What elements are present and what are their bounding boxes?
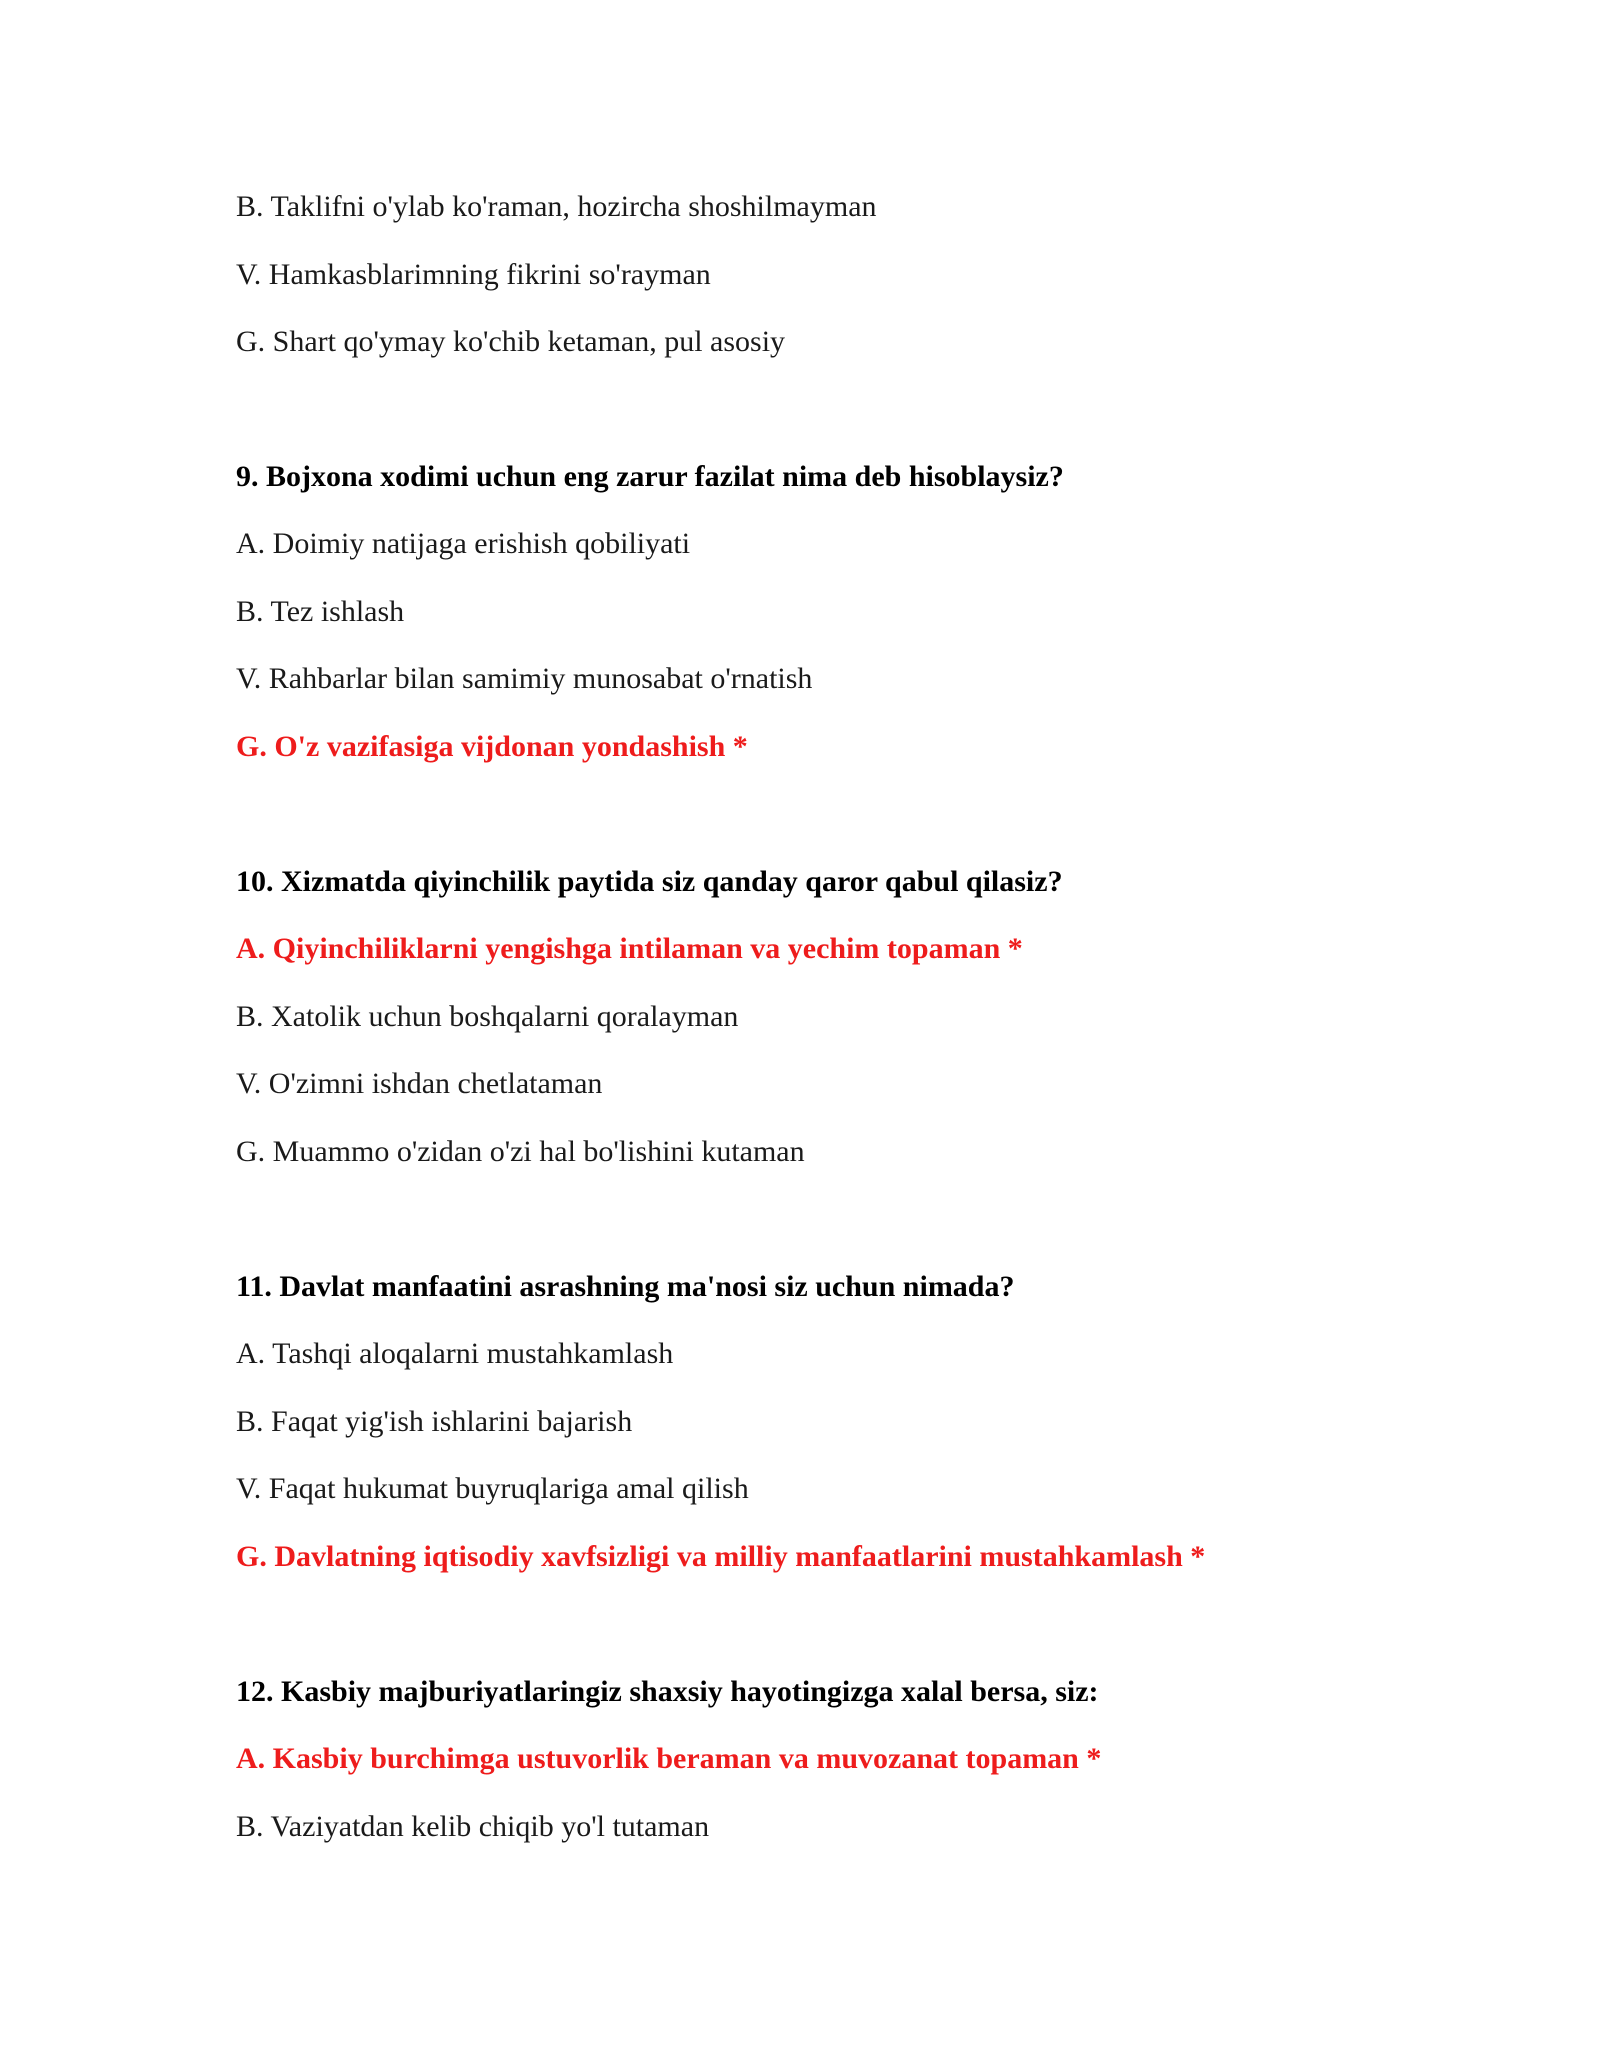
option-8-g: G. Shart qo'ymay ko'chib ketaman, pul asosiy bbox=[236, 325, 786, 358]
question-9: 9. Bojxona xodimi uchun eng zarur fazilat nima deb hisoblaysiz? bbox=[236, 460, 1064, 493]
option-8-v: V. Hamkasblarimning fikrini so'rayman bbox=[236, 258, 711, 291]
question-10: 10. Xizmatda qiyinchilik paytida siz qanday qaror qabul qilasiz? bbox=[236, 865, 1063, 898]
option-10-b: B. Xatolik uchun boshqalarni qoralayman bbox=[236, 1000, 739, 1033]
option-8-b: B. Taklifni o'ylab ko'raman, hozircha shoshilmayman bbox=[236, 190, 877, 223]
question-11: 11. Davlat manfaatini asrashning ma'nosi siz uchun nimada? bbox=[236, 1270, 1015, 1303]
option-9-a: A. Doimiy natijaga erishish qobiliyati bbox=[236, 527, 691, 560]
option-11-a: A. Tashqi aloqalarni mustahkamlash bbox=[236, 1337, 674, 1370]
option-12-a-correct: A. Kasbiy burchimga ustuvorlik beraman va muvozanat topaman * bbox=[236, 1742, 1102, 1775]
option-9-v: V. Rahbarlar bilan samimiy munosabat o'rnatish bbox=[236, 662, 813, 695]
option-12-b: B. Vaziyatdan kelib chiqib yo'l tutaman bbox=[236, 1810, 710, 1843]
option-11-b: B. Faqat yig'ish ishlarini bajarish bbox=[236, 1405, 633, 1438]
option-11-v: V. Faqat hukumat buyruqlariga amal qilish bbox=[236, 1472, 749, 1505]
option-10-a-correct: A. Qiyinchiliklarni yengishga intilaman va yechim topaman * bbox=[236, 932, 1023, 965]
option-9-g-correct: G. O'z vazifasiga vijdonan yondashish * bbox=[236, 730, 748, 763]
option-10-g: G. Muammo o'zidan o'zi hal bo'lishini kutaman bbox=[236, 1135, 805, 1168]
option-11-g-correct: G. Davlatning iqtisodiy xavfsizligi va milliy manfaatlarini mustahkamlash * bbox=[236, 1540, 1206, 1573]
option-9-b: B. Tez ishlash bbox=[236, 595, 405, 628]
question-12: 12. Kasbiy majburiyatlaringiz shaxsiy hayotingizga xalal bersa, siz: bbox=[236, 1675, 1099, 1708]
option-10-v: V. O'zimni ishdan chetlataman bbox=[236, 1067, 603, 1100]
